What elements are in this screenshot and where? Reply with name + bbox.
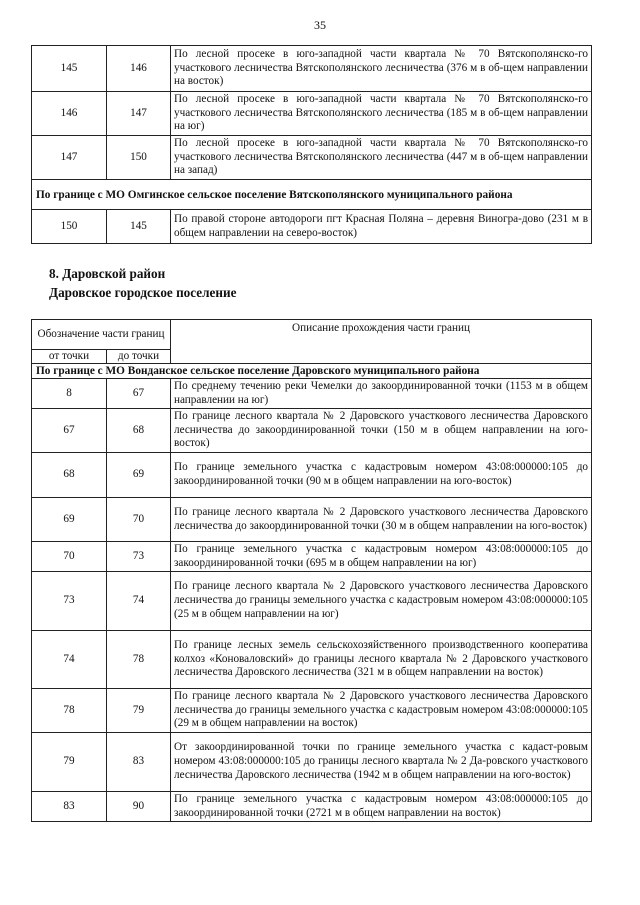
boundary-description: По границе лесного квартала № 2 Даровского участкового лесничества Даровского лесничества до закоординированной точки (150 м в общем направлении на юго-восток) — [171, 409, 592, 453]
boundary-description: По границе лесных земель сельскохозяйственного производственного кооператива колхоз «Коноваловский» до границы лесного квартала № 2 Даровского участкового лесничества Даровского лесничества (321 м в общем направлении на восток) — [171, 631, 592, 689]
from-point: 147 — [32, 136, 107, 180]
section-subtitle: Даровское городское поселение — [49, 285, 237, 300]
table-row — [32, 631, 592, 689]
from-point: 74 — [32, 631, 107, 689]
from-point: 8 — [32, 379, 107, 409]
page-number: 35 — [314, 18, 326, 32]
header-description: Описание прохождения части границ — [171, 320, 592, 364]
boundary-description: По лесной просеке в юго-западной части квартала № 70 Вятскополянско-го участкового лесничества Вятскополянского лесничества (376 м в об-щем направлении на восток) — [171, 46, 592, 92]
to-point: 78 — [107, 631, 171, 689]
from-point: 78 — [32, 689, 107, 733]
to-point: 147 — [107, 92, 171, 136]
boundary-description: По границе лесного квартала № 2 Даровского участкового лесничества Даровского лесничества до закоординированной точки (30 м в общем направлении на юго-восток) — [171, 498, 592, 542]
boundary-table-top — [31, 45, 592, 244]
municipality-boundary-heading: По границе с МО Омгинское сельское поселение Вятскополянского муниципального района — [32, 180, 592, 210]
from-point: 146 — [32, 92, 107, 136]
boundary-description: По лесной просеке в юго-западной части квартала № 70 Вятскополянско-го участкового лесничества Вятскополянского лесничества (447 м в об-щем направлении на запад) — [171, 136, 592, 180]
to-point: 73 — [107, 542, 171, 572]
header-from-point: от точки — [32, 350, 107, 364]
table-row — [32, 379, 592, 409]
boundary-description: По среднему течению реки Чемелки до закоординированной точки (1153 м в общем направлении на юг) — [171, 379, 592, 409]
to-point: 67 — [107, 379, 171, 409]
from-point: 150 — [32, 210, 107, 244]
to-point: 83 — [107, 733, 171, 792]
table-row — [32, 136, 592, 180]
table-row — [32, 733, 592, 792]
table-row — [32, 210, 592, 244]
boundary-description: От закоординированной точки по границе земельного участка с кадаст-ровым номером 43:08:000000:105 до границы лесного квартала № 2 Да-ровского участкового лесничества Даровского лесничества (1942 м в общем направлении на юго-восток) — [171, 733, 592, 792]
boundary-table-main — [31, 319, 592, 822]
boundary-description: По правой стороне автодороги пгт Красная Поляна – деревня Виногра-дово (231 м в общем направлении на северо-восток) — [171, 210, 592, 244]
table-row — [32, 689, 592, 733]
table-separator-row — [32, 180, 592, 210]
boundary-description: По границе земельного участка с кадастровым номером 43:08:000000:105 до закоординированной точки (695 м в общем направлении на юг) — [171, 542, 592, 572]
from-point: 69 — [32, 498, 107, 542]
table-row — [32, 498, 592, 542]
from-point: 68 — [32, 453, 107, 498]
to-point: 70 — [107, 498, 171, 542]
from-point: 73 — [32, 572, 107, 631]
table-separator-row — [32, 364, 592, 379]
table-row — [32, 542, 592, 572]
boundary-description: По границе лесного квартала № 2 Даровского участкового лесничества Даровского лесничества до границы земельного участка с кадастровым номером 43:08:000000:105 (29 м в общем направлении на восток) — [171, 689, 592, 733]
header-boundary-parts: Обозначение части границ — [32, 320, 171, 350]
table-row — [32, 572, 592, 631]
to-point: 68 — [107, 409, 171, 453]
table-row — [32, 92, 592, 136]
to-point: 79 — [107, 689, 171, 733]
boundary-description: По границе земельного участка с кадастровым номером 43:08:000000:105 до закоординированной точки (2721 м в общем направлении на восток) — [171, 792, 592, 822]
to-point: 146 — [107, 46, 171, 92]
header-to-point: до точки — [107, 350, 171, 364]
municipality-boundary-heading: По границе с МО Вонданское сельское поселение Даровского муниципального района — [32, 364, 592, 379]
boundary-description: По границе земельного участка с кадастровым номером 43:08:000000:105 до закоординированной точки (90 м в общем направлении на юго-восток) — [171, 453, 592, 498]
table-row — [32, 453, 592, 498]
from-point: 145 — [32, 46, 107, 92]
to-point: 150 — [107, 136, 171, 180]
table-row — [32, 792, 592, 822]
from-point: 70 — [32, 542, 107, 572]
to-point: 145 — [107, 210, 171, 244]
to-point: 69 — [107, 453, 171, 498]
table-row — [32, 46, 592, 92]
section-title: 8. Даровской район — [49, 266, 166, 281]
from-point: 67 — [32, 409, 107, 453]
boundary-description: По границе лесного квартала № 2 Даровского участкового лесничества Даровского лесничества до границы земельного участка с кадастровым номером 43:08:000000:105 (25 м в общем направлении на юг) — [171, 572, 592, 631]
table-header-row — [32, 320, 592, 350]
to-point: 74 — [107, 572, 171, 631]
table-row — [32, 409, 592, 453]
to-point: 90 — [107, 792, 171, 822]
from-point: 83 — [32, 792, 107, 822]
boundary-description: По лесной просеке в юго-западной части квартала № 70 Вятскополянско-го участкового лесничества Вятскополянского лесничества (185 м в об-щем направлении на юг) — [171, 92, 592, 136]
from-point: 79 — [32, 733, 107, 792]
